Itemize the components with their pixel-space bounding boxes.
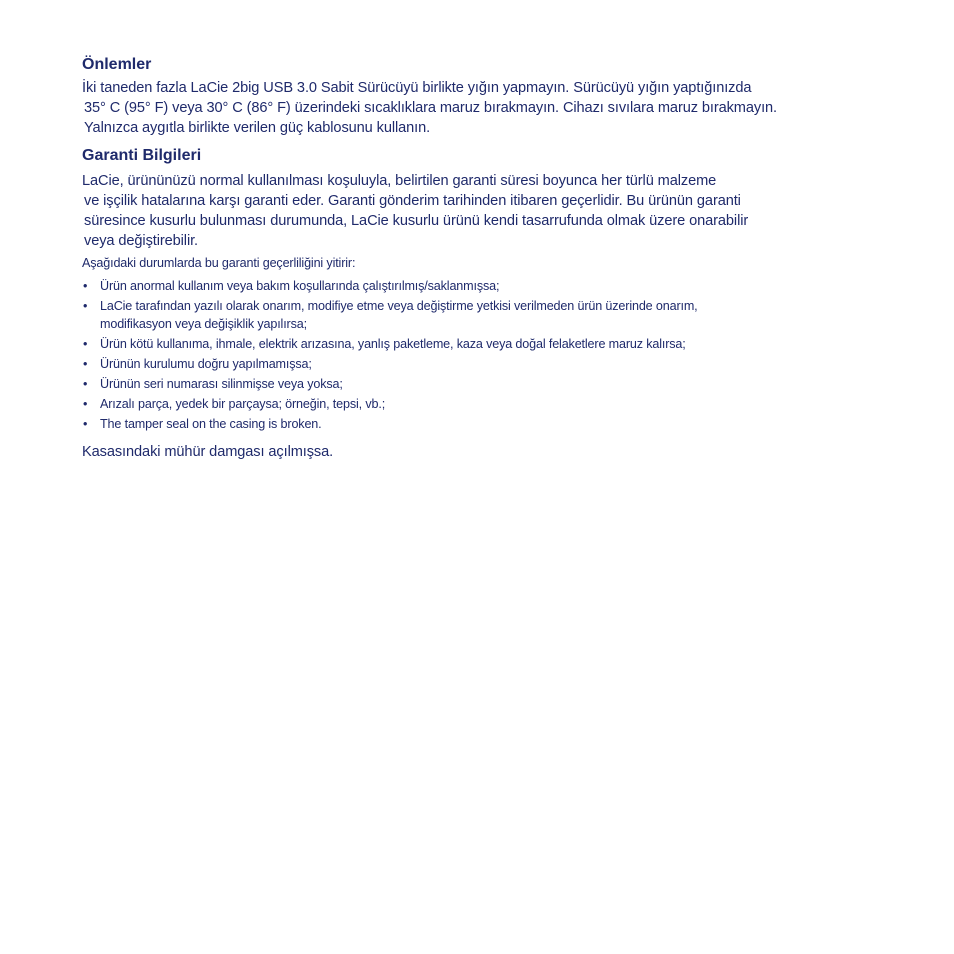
paragraph-line: ve işçilik hatalarına karşı garanti eder. Garanti gönderim tarihinden itibaren geçerlidir. Bu ürünün garanti (84, 193, 741, 209)
list-item (82, 415, 912, 433)
section-title-precautions: Önlemler (82, 56, 152, 73)
list-item-text: modifikasyon veya değişiklik yapılırsa; (100, 317, 307, 331)
list-item (82, 375, 912, 393)
list-item-text: Ürün kötü kullanıma, ihmale, elektrik arızasına, yanlış paketleme, kaza veya doğal felaketlere maruz kalırsa; (100, 337, 686, 351)
precautions-paragraph (82, 78, 912, 138)
list-item (82, 335, 912, 353)
list-item-text: The tamper seal on the casing is broken. (100, 417, 322, 431)
paragraph-line: veya değiştirebilir. (84, 233, 198, 249)
document-page (82, 55, 912, 477)
paragraph-line: İki taneden fazla LaCie 2big USB 3.0 Sabit Sürücüyü birlikte yığın yapmayın. Sürücüyü yığın yaptığınızda (82, 80, 752, 96)
warranty-paragraph (82, 171, 912, 251)
list-item-text: Ürünün seri numarası silinmişse veya yoksa; (100, 377, 343, 391)
list-item (82, 297, 912, 333)
bullet-icon: • (83, 337, 88, 351)
list-item (82, 395, 912, 413)
paragraph-line: 35° C (95° F) veya 30° C (86° F) üzerindeki sıcaklıklara maruz bırakmayın. Cihazı sıvılara maruz bırakmayın. (84, 100, 778, 116)
paragraph-line: Yalnızca aygıtla birlikte verilen güç kablosunu kullanın. (84, 120, 431, 136)
void-conditions-intro: Aşağıdaki durumlarda bu garanti geçerliliğini yitirir: (82, 256, 356, 270)
list-item-text: Ürün anormal kullanım veya bakım koşullarında çalıştırılmış/saklanmışsa; (100, 279, 500, 293)
section-title-warranty: Garanti Bilgileri (82, 147, 202, 164)
list-item (82, 355, 912, 373)
list-item-text: Arızalı parça, yedek bir parçaysa; örneğin, tepsi, vb.; (100, 397, 386, 411)
closing-line: Kasasındaki mühür damgası açılmışsa. (82, 444, 334, 460)
void-conditions-list (82, 277, 912, 433)
paragraph-line: LaCie, ürününüzü normal kullanılması koşuluyla, belirtilen garanti süresi boyunca her türlü malzeme (82, 173, 717, 189)
list-item-text: Ürünün kurulumu doğru yapılmamışsa; (100, 357, 312, 371)
bullet-icon: • (83, 417, 88, 431)
bullet-icon: • (83, 357, 88, 371)
bullet-icon: • (83, 377, 88, 391)
bullet-icon: • (83, 397, 88, 411)
bullet-icon: • (83, 279, 88, 293)
paragraph-line: süresince kusurlu bulunması durumunda, LaCie kusurlu ürünü kendi tasarrufunda olmak üzere onarabilir (84, 213, 749, 229)
list-item-text: LaCie tarafından yazılı olarak onarım, modifiye etme veya değiştirme yetkisi verilmeden ürün üzerinde onarım, (100, 299, 698, 313)
list-item (82, 277, 912, 295)
bullet-icon: • (83, 299, 88, 313)
